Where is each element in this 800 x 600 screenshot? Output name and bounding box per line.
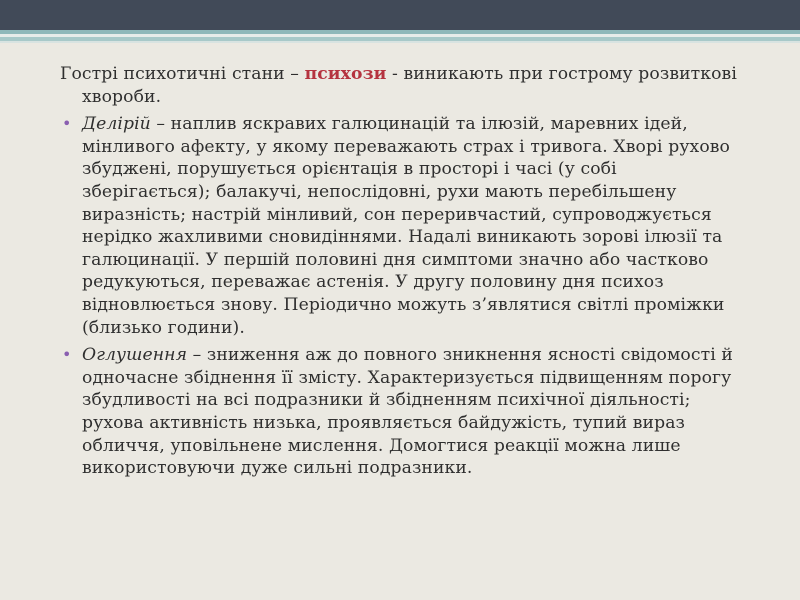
bullet-icon: • [62,114,72,134]
intro-rest: - виникають при гострому розвиткові хвороби. [82,64,737,107]
bullet-item-delirium [60,113,750,339]
intro-lead: Гострі психотичні стани – [60,64,305,84]
header-band [0,0,800,30]
bullet-term: Делірій [82,114,151,135]
bullet-text: – зниження аж до повного зникнення ясності свідомості й одночасне збіднення її змісту. Характеризується підвищенням порогу збудливості на всі подразники й збідненням психічної діяльності; рухова активність низька, проявляється байдужість, тупий вираз обличчя, уповільнене мислення. Домогтися реакції можна лише використовуючи дуже сильні подразники. [82,345,733,479]
intro-term: психози [304,64,387,84]
intro-paragraph [60,63,750,108]
header-stripe [0,41,800,43]
bullet-item-stupor [60,344,750,480]
bullet-icon: • [62,345,72,365]
bullet-term: Оглушення [82,345,188,366]
slide-body [60,63,750,480]
bullet-text: – наплив яскравих галюцинацій та ілюзій, маревних ідей, мінливого афекту, у якому переважають страх і тривога. Хворі рухово збуджені, порушується орієнтація в просторі і часі (у собі зберігається); балакучі, непослідовні, рухи мають перебільшену виразність; настрій мінливий, сон переривчастий, супроводжується нерідко жахливими сновидіннями. Надалі виникають зорові ілюзії та галюцинації. У першій половині дня симптоми значно або частково редукуються, переважає астенія. У другу половину дня психоз відновлюється знову. Періодично можуть з’являтися світлі проміжки (близько години). [82,114,730,338]
